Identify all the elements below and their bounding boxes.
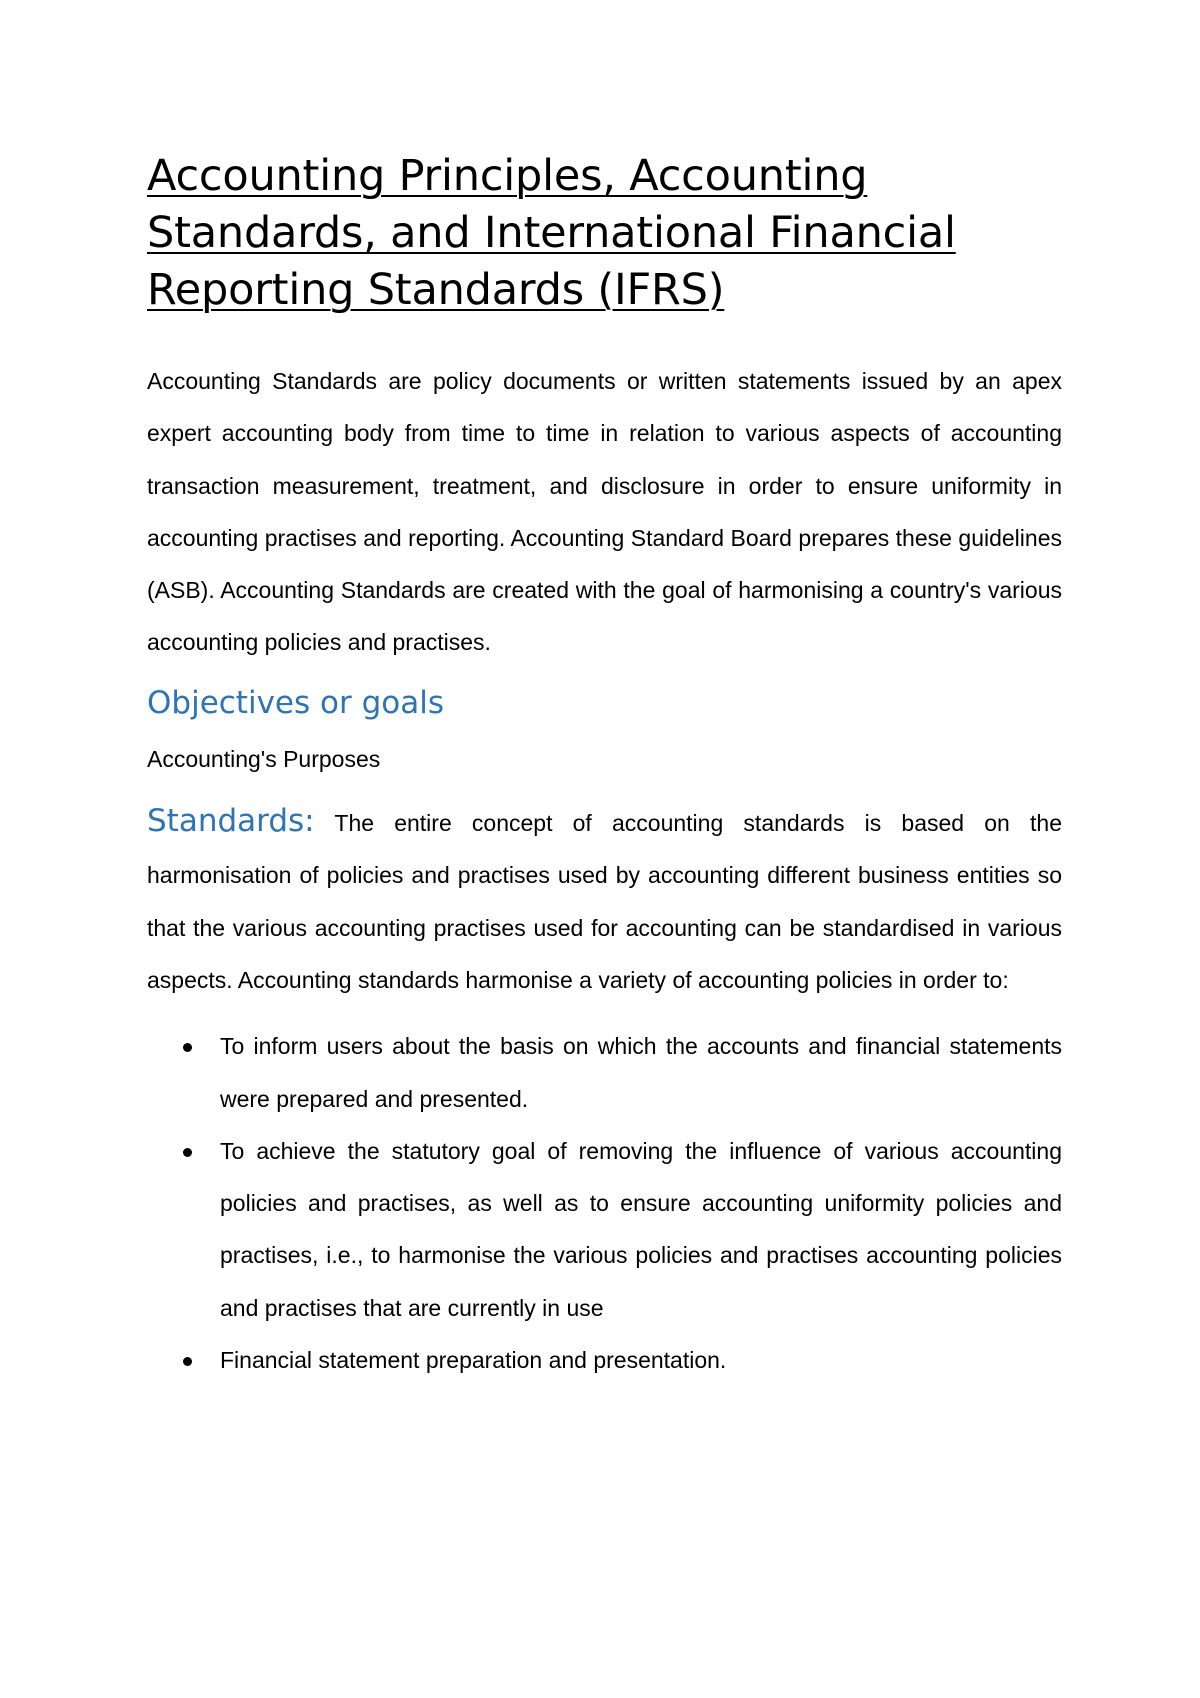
- document-page: [147, 148, 1062, 1386]
- bullet-dot-icon: [183, 1043, 192, 1052]
- standards-text: The entire concept of accounting standards is based on the harmonisation of policies and practises used by accounting different business entities so that the various accounting practises used for accounting can be standardised in various aspects. Accounting standards harmonise a variety of accounting policies in order to:: [147, 810, 1062, 993]
- list-item: [147, 1125, 1062, 1334]
- standards-heading: Standards:: [147, 803, 315, 840]
- intro-paragraph: Accounting Standards are policy documents or written statements issued by an apex expert accounting body from time to time in relation to various aspects of accounting transaction measurement, treatment, and disclosure in order to ensure uniformity in accounting practises and reporting. Accounting Standard Board prepares these guidelines (ASB). Accounting Standards are created with the goal of harmonising a country's various accounting policies and practises.: [147, 368, 1062, 656]
- standards-paragraph: [147, 795, 1062, 1006]
- purposes-list: [147, 1020, 1062, 1386]
- list-item: [147, 1020, 1062, 1125]
- document-title: Accounting Principles, Accounting Standards, and International Financial Reporting Standards (IFRS): [147, 151, 956, 315]
- list-item-text: To inform users about the basis on which the accounts and financial statements were prepared and presented.: [220, 1033, 1062, 1112]
- bullet-dot-icon: [183, 1148, 192, 1157]
- purposes-label: Accounting's Purposes: [147, 745, 381, 772]
- objectives-heading: Objectives or goals: [147, 684, 444, 721]
- list-item-text: To achieve the statutory goal of removing the influence of various accounting policies and practises, as well as to ensure accounting uniformity policies and practises, i.e., to harmonise the various policies and practises accounting policies and practises that are currently in use: [220, 1137, 1062, 1321]
- list-item-text: Financial statement preparation and presentation.: [220, 1347, 727, 1374]
- bullet-dot-icon: [183, 1357, 192, 1366]
- list-item: [147, 1334, 1062, 1386]
